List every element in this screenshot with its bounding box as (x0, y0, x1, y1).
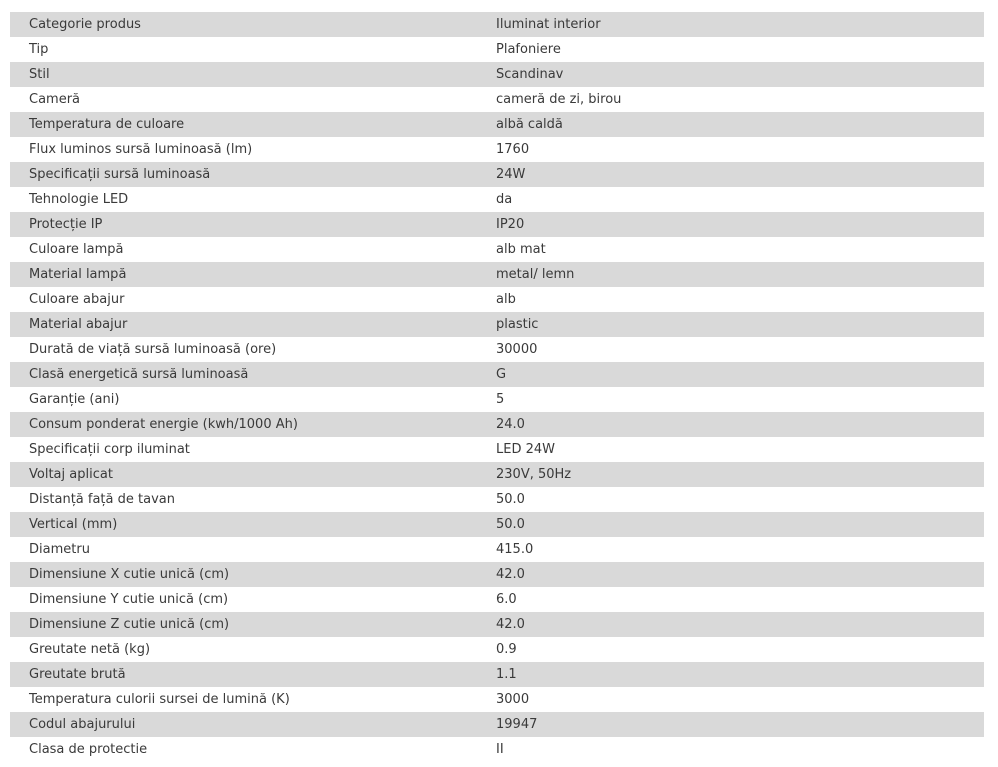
spec-value: 42.0 (477, 612, 984, 637)
specifications-body (10, 12, 984, 762)
spec-label: Cameră (10, 87, 477, 112)
spec-row (10, 287, 984, 312)
spec-row (10, 87, 984, 112)
spec-label: Temperatura culorii sursei de lumină (K) (10, 687, 477, 712)
spec-value: cameră de zi, birou (477, 87, 984, 112)
spec-value: Iluminat interior (477, 12, 984, 37)
spec-row (10, 462, 984, 487)
spec-row (10, 212, 984, 237)
spec-value: G (477, 362, 984, 387)
spec-row (10, 62, 984, 87)
spec-label: Distanță față de tavan (10, 487, 477, 512)
spec-label: Dimensiune Y cutie unică (cm) (10, 587, 477, 612)
spec-label: Consum ponderat energie (kwh/1000 Ah) (10, 412, 477, 437)
spec-label: Greutate netă (kg) (10, 637, 477, 662)
spec-value: 50.0 (477, 487, 984, 512)
spec-row (10, 637, 984, 662)
spec-row (10, 37, 984, 62)
spec-value: 30000 (477, 337, 984, 362)
spec-row (10, 137, 984, 162)
spec-label: Garanție (ani) (10, 387, 477, 412)
spec-value: 24W (477, 162, 984, 187)
spec-value: Plafoniere (477, 37, 984, 62)
spec-value: 1760 (477, 137, 984, 162)
spec-label: Voltaj aplicat (10, 462, 477, 487)
spec-value: 3000 (477, 687, 984, 712)
spec-value: 6.0 (477, 587, 984, 612)
spec-row (10, 262, 984, 287)
spec-row (10, 612, 984, 637)
spec-label: Culoare lampă (10, 237, 477, 262)
spec-value: Scandinav (477, 62, 984, 87)
spec-label: Flux luminos sursă luminoasă (lm) (10, 137, 477, 162)
specifications-table (10, 12, 984, 762)
spec-value: 50.0 (477, 512, 984, 537)
spec-label: Temperatura de culoare (10, 112, 477, 137)
spec-row (10, 662, 984, 687)
spec-label: Diametru (10, 537, 477, 562)
spec-row (10, 512, 984, 537)
spec-label: Durată de viață sursă luminoasă (ore) (10, 337, 477, 362)
spec-label: Tehnologie LED (10, 187, 477, 212)
spec-label: Culoare abajur (10, 287, 477, 312)
spec-label: Vertical (mm) (10, 512, 477, 537)
spec-label: Specificații corp iluminat (10, 437, 477, 462)
spec-row (10, 487, 984, 512)
spec-value: metal/ lemn (477, 262, 984, 287)
spec-label: Tip (10, 37, 477, 62)
spec-row (10, 712, 984, 737)
spec-label: Material abajur (10, 312, 477, 337)
spec-label: Codul abajurului (10, 712, 477, 737)
spec-row (10, 112, 984, 137)
spec-value: alb (477, 287, 984, 312)
spec-value: albă caldă (477, 112, 984, 137)
spec-row (10, 437, 984, 462)
spec-row (10, 687, 984, 712)
spec-value: da (477, 187, 984, 212)
spec-value: alb mat (477, 237, 984, 262)
spec-row (10, 387, 984, 412)
spec-label: Material lampă (10, 262, 477, 287)
spec-value: 5 (477, 387, 984, 412)
spec-value: II (477, 737, 984, 762)
spec-value: IP20 (477, 212, 984, 237)
spec-label: Greutate brută (10, 662, 477, 687)
spec-label: Clasă energetică sursă luminoasă (10, 362, 477, 387)
spec-row (10, 187, 984, 212)
spec-row (10, 412, 984, 437)
spec-row (10, 12, 984, 37)
spec-label: Dimensiune X cutie unică (cm) (10, 562, 477, 587)
spec-row (10, 562, 984, 587)
spec-label: Dimensiune Z cutie unică (cm) (10, 612, 477, 637)
spec-row (10, 337, 984, 362)
spec-value: 24.0 (477, 412, 984, 437)
spec-value: 19947 (477, 712, 984, 737)
spec-label: Protecție IP (10, 212, 477, 237)
spec-row (10, 162, 984, 187)
spec-row (10, 237, 984, 262)
spec-label: Categorie produs (10, 12, 477, 37)
spec-label: Stil (10, 62, 477, 87)
spec-value: 415.0 (477, 537, 984, 562)
spec-value: 1.1 (477, 662, 984, 687)
spec-value: 230V, 50Hz (477, 462, 984, 487)
spec-value: 42.0 (477, 562, 984, 587)
spec-row (10, 587, 984, 612)
spec-label: Clasa de protectie (10, 737, 477, 762)
spec-value: plastic (477, 312, 984, 337)
spec-row (10, 537, 984, 562)
spec-row (10, 737, 984, 762)
spec-value: 0.9 (477, 637, 984, 662)
spec-row (10, 312, 984, 337)
spec-value: LED 24W (477, 437, 984, 462)
spec-label: Specificații sursă luminoasă (10, 162, 477, 187)
spec-row (10, 362, 984, 387)
